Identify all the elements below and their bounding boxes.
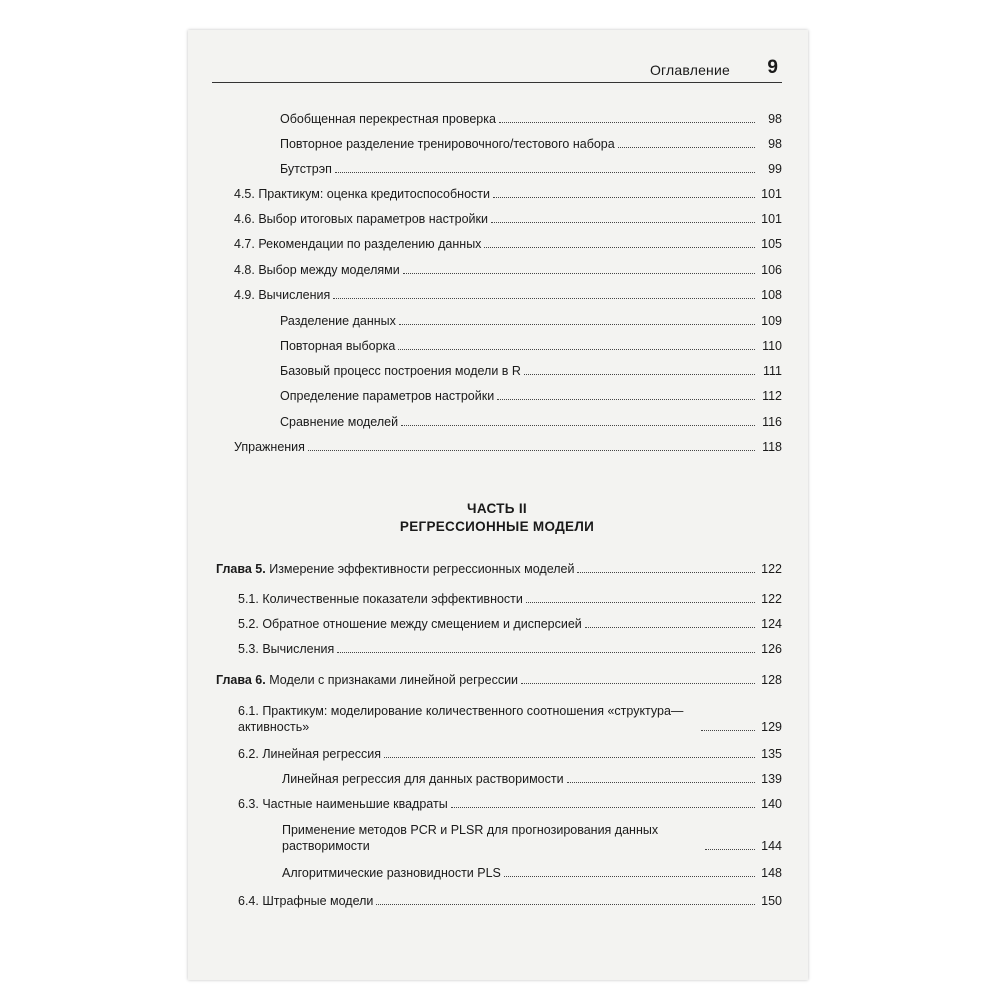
toc-entry-label: 6.4. Штрафные модели [238, 894, 374, 908]
toc-entry-label: Применение методов PCR и PLSR для прогнозирования данных растворимости [282, 823, 659, 853]
toc-entry[interactable] [282, 771, 782, 787]
toc-entry-page: 111 [762, 364, 782, 378]
toc-leader [618, 147, 755, 148]
toc-entry[interactable] [282, 865, 782, 881]
toc-entry-label: Повторное разделение тренировочного/тестового набора [280, 137, 615, 151]
toc-entry-label: Алгоритмические разновидности PLS [282, 866, 501, 880]
page-header [212, 56, 782, 83]
toc-leader [521, 683, 755, 684]
toc-chapter[interactable] [216, 561, 782, 577]
toc-entry[interactable] [238, 796, 782, 812]
toc-entry[interactable] [238, 746, 782, 762]
toc-entry-label: 6.3. Частные наименьшие квадраты [238, 797, 448, 811]
toc-entry-label: 6.2. Линейная регрессия [238, 747, 382, 761]
toc-entry-page: 129 [761, 720, 782, 734]
toc-entry-page: 118 [762, 440, 782, 454]
part-title: РЕГРЕССИОННЫЕ МОДЕЛИ [399, 519, 595, 534]
part-number: ЧАСТЬ II [467, 501, 527, 516]
toc-leader [524, 374, 755, 375]
toc-leader [499, 122, 755, 123]
toc-leader [384, 757, 755, 758]
toc-entry-page: 135 [761, 747, 782, 761]
toc-leader [493, 197, 755, 198]
toc-entry-label: Повторная выборка [280, 339, 396, 353]
toc-entry[interactable] [280, 136, 782, 152]
toc-entry-label: Сравнение моделей [280, 415, 399, 429]
toc-leader [484, 247, 755, 248]
toc-leader [333, 298, 755, 299]
toc-entry[interactable] [234, 211, 782, 227]
toc-entry-label: Бутстрэп [280, 162, 332, 176]
toc-entry[interactable] [280, 338, 782, 354]
toc-entry-label: Базовый процесс построения модели в R [280, 364, 521, 378]
toc-leader [451, 807, 755, 808]
toc-leader [497, 399, 755, 400]
toc-entry-page: 98 [768, 112, 782, 126]
toc-leader [399, 324, 755, 325]
toc-entry-label: 6.1. Практикум: моделирование количественного соотношения «структура—активность» [238, 704, 684, 734]
toc-leader [398, 349, 755, 350]
toc-entry-page: 109 [761, 314, 782, 328]
chapter-title: Модели с признаками линейной регрессии [269, 673, 519, 687]
toc-entry-page: 112 [762, 389, 782, 403]
toc-entry-label: Разделение данных [280, 314, 396, 328]
toc-entry[interactable] [234, 287, 782, 303]
toc-entry-page: 106 [761, 263, 782, 277]
toc-leader [705, 849, 755, 850]
toc-entry[interactable] [234, 439, 782, 455]
toc-entry[interactable] [234, 262, 782, 278]
chapter-prefix: Глава 6. [216, 673, 266, 687]
toc-entry-page: 140 [761, 797, 782, 811]
toc-leader [337, 652, 755, 653]
toc-leader [701, 730, 755, 731]
toc-entry[interactable] [238, 703, 782, 735]
toc-leader [526, 602, 755, 603]
toc-entry-page: 148 [761, 866, 782, 880]
toc-entry[interactable] [238, 893, 782, 909]
header-page-number: 9 [767, 57, 778, 78]
toc-entry-page: 150 [761, 894, 782, 908]
toc-leader [577, 572, 755, 573]
toc-entry-page: 101 [761, 187, 782, 201]
toc-entry-page: 124 [761, 617, 782, 631]
toc-entry-page: 144 [761, 839, 782, 853]
toc-entry-page: 110 [762, 339, 782, 353]
toc-entry[interactable] [280, 388, 782, 404]
toc-leader [308, 450, 755, 451]
toc-entry-label: 4.8. Выбор между моделями [234, 263, 400, 277]
toc-entry-page: 99 [768, 162, 782, 176]
toc-entry-label: 5.2. Обратное отношение между смещением и дисперсией [238, 617, 582, 631]
toc-entry-label: 4.7. Рекомендации по разделению данных [234, 237, 482, 251]
toc-entry-label: 5.3. Вычисления [238, 642, 335, 656]
toc-entry-label: Упражнения [234, 440, 305, 454]
toc-entry-page: 116 [762, 415, 782, 429]
toc-entry[interactable] [280, 111, 782, 127]
toc-entry-label: 4.5. Практикум: оценка кредитоспособности [234, 187, 490, 201]
toc-entry[interactable] [280, 414, 782, 430]
toc-entry-page: 108 [761, 288, 782, 302]
toc-leader [567, 782, 755, 783]
toc-entry[interactable] [238, 616, 782, 632]
toc-entry-page: 98 [768, 137, 782, 151]
toc-entry[interactable] [234, 186, 782, 202]
chapter-prefix: Глава 5. [216, 562, 266, 576]
toc-leader [376, 904, 755, 905]
toc-entry-page: 139 [761, 772, 782, 786]
toc-entry-label: 4.9. Вычисления [234, 288, 331, 302]
header-title: Оглавление [649, 62, 730, 78]
toc-entry-label: 5.1. Количественные показатели эффективности [238, 592, 523, 606]
toc-entry[interactable] [238, 641, 782, 657]
toc-leader [491, 222, 755, 223]
toc-entry-page: 101 [761, 212, 782, 226]
toc-leader [403, 273, 755, 274]
toc-entry[interactable] [280, 363, 782, 379]
toc-entry-page: 126 [761, 642, 782, 656]
toc-entry[interactable] [282, 822, 782, 854]
toc-leader [585, 627, 755, 628]
toc-leader [335, 172, 755, 173]
toc-entry[interactable] [234, 236, 782, 252]
toc-leader [504, 876, 755, 877]
toc-entry-label: Определение параметров настройки [280, 389, 495, 403]
toc-entry-label: Линейная регрессия для данных растворимости [282, 772, 564, 786]
toc-entry-page: 122 [761, 562, 782, 576]
toc-leader [401, 425, 755, 426]
toc-entry-label: 4.6. Выбор итоговых параметров настройки [234, 212, 488, 226]
toc-entry[interactable] [238, 591, 782, 607]
toc-entry-label: Обобщенная перекрестная проверка [280, 112, 496, 126]
toc-entry-page: 128 [761, 673, 782, 687]
toc-entry[interactable] [280, 161, 782, 177]
chapter-title: Измерение эффективности регрессионных моделей [269, 562, 575, 576]
toc-entry-page: 105 [761, 237, 782, 251]
toc-entry[interactable] [280, 313, 782, 329]
toc-entry-page: 122 [761, 592, 782, 606]
toc-chapter[interactable] [216, 672, 782, 688]
